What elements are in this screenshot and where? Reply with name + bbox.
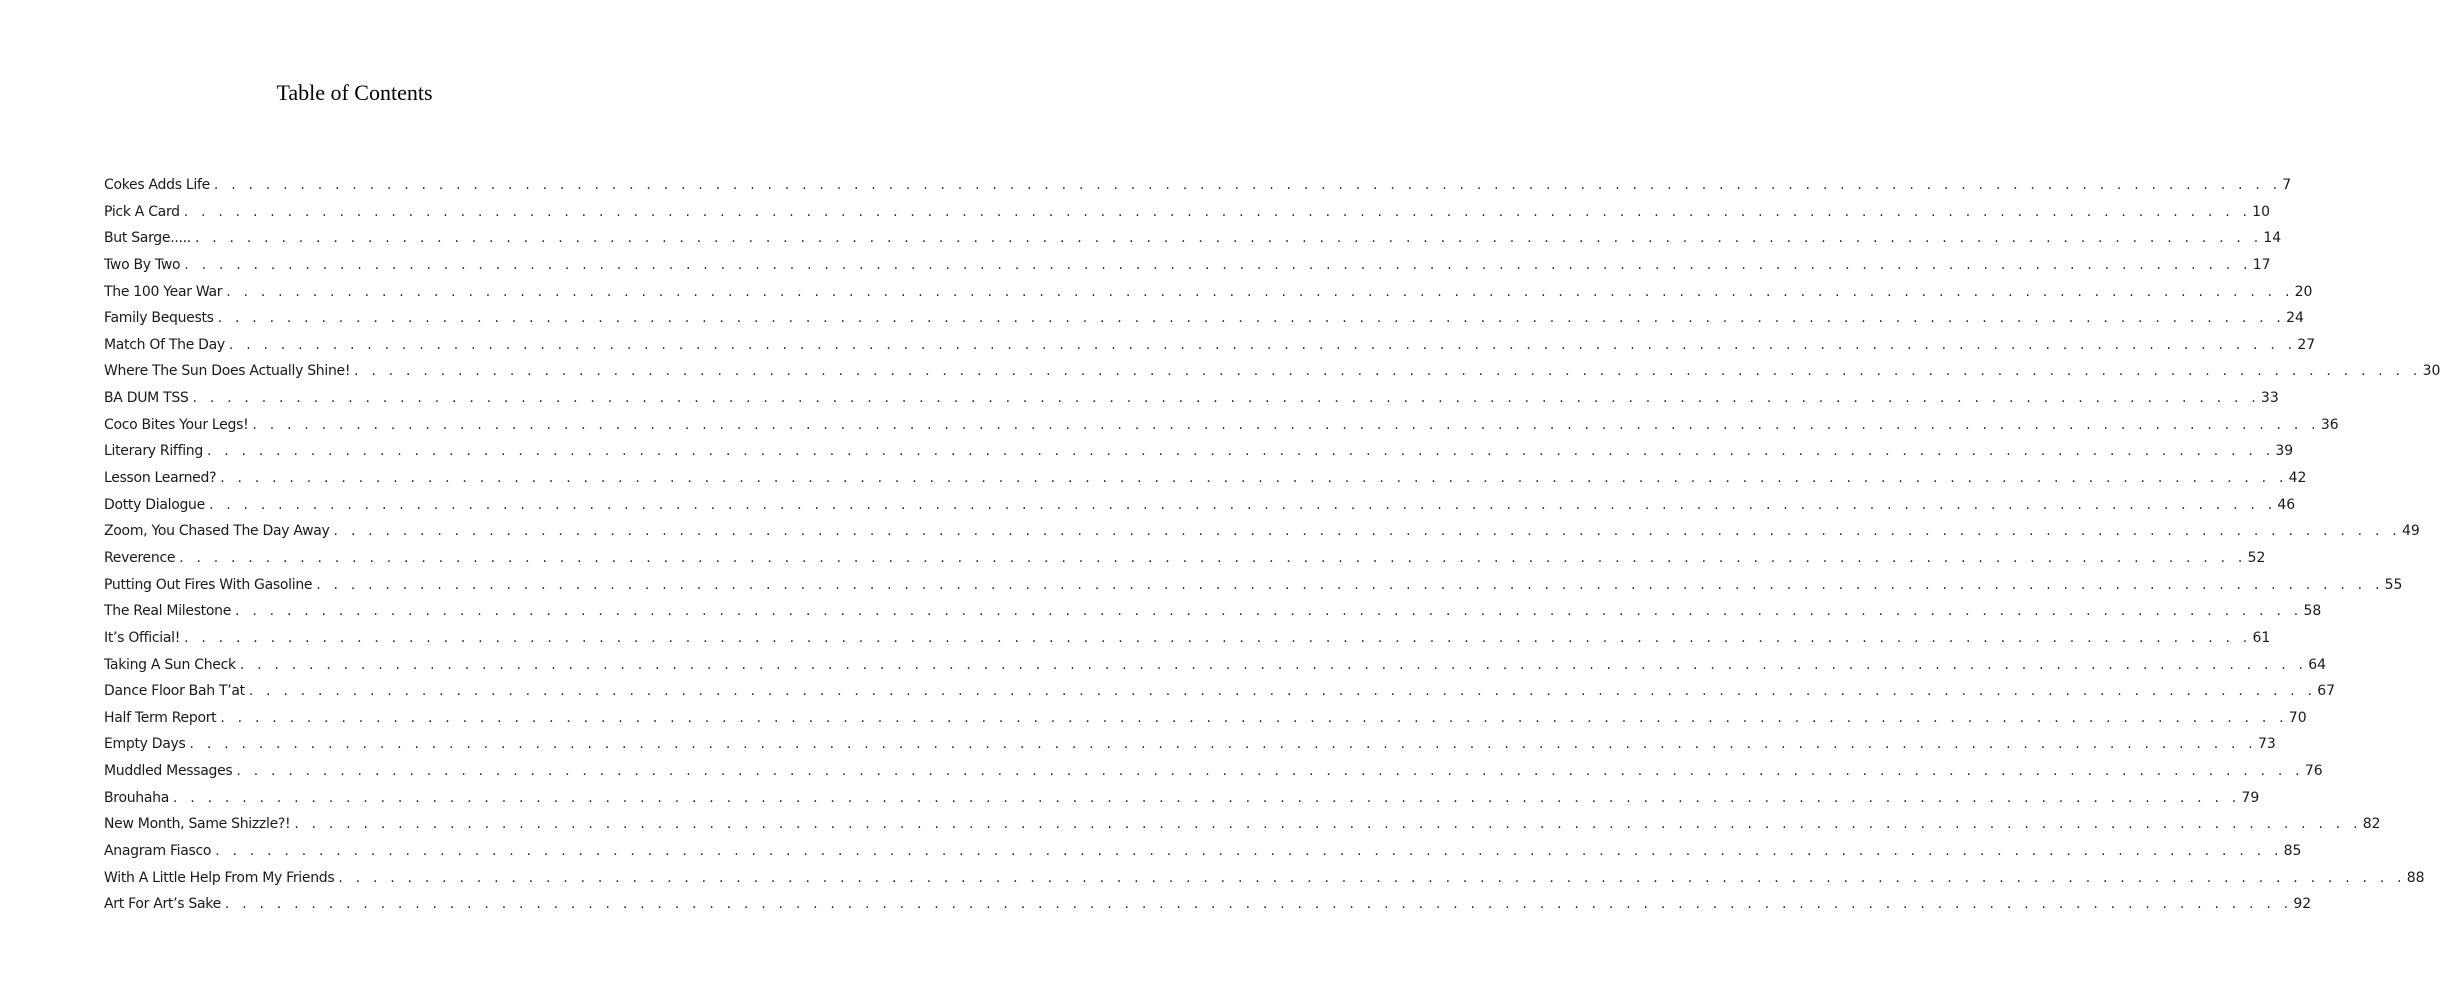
toc-entry-title: Dotty Dialogue [104, 496, 205, 513]
toc-entry-title: Anagram Fiasco [104, 843, 212, 860]
toc-entry[interactable] [104, 358, 2440, 385]
toc-entry-title: Cokes Adds Life [104, 177, 210, 193]
toc-entry-title: With A Little Help From My Friends [104, 869, 335, 886]
toc-entry[interactable] [104, 785, 2260, 812]
toc-entry-page-number: 85 [2283, 843, 2302, 860]
toc-entry-page-number: 82 [2362, 816, 2381, 833]
toc-dot-leader: . . . . . . . . . . . . . . . . . . . . . . . . . . . . . . . . . . . . . . . . . . . . . . . . . . . . . . . . . . . . . . . . . . . . . . . . . . . . . . . . . . . . . . . . . . . . . . . . . . . . . . . . . . . . . . . . . . . . . . . . [206, 443, 2275, 460]
toc-entry-title: Taking A Sun Check [104, 656, 236, 673]
toc-entry-title: Dance Floor Bah T’at [104, 683, 245, 700]
toc-entry[interactable] [104, 438, 2294, 465]
toc-entry-title: Two By Two [104, 256, 181, 273]
toc-entry[interactable] [104, 465, 2307, 492]
toc-entry[interactable] [104, 572, 2403, 599]
toc-entry[interactable] [104, 279, 2313, 306]
toc-entry[interactable] [104, 891, 2312, 918]
toc-entry[interactable] [104, 811, 2381, 838]
toc-dot-leader: . . . . . . . . . . . . . . . . . . . . . . . . . . . . . . . . . . . . . . . . . . . . . . . . . . . . . . . . . . . . . . . . . . . . . . . . . . . . . . . . . . . . . . . . . . . . . . . . . . . . . . . . . . . . . . . . . . . . . . . . [173, 789, 2241, 806]
toc-dot-leader: . . . . . . . . . . . . . . . . . . . . . . . . . . . . . . . . . . . . . . . . . . . . . . . . . . . . . . . . . . . . . . . . . . . . . . . . . . . . . . . . . . . . . . . . . . . . . . . . . . . . . . . . . . . . . . . . . . . . . . . . [208, 496, 2277, 513]
toc-entry-title: Zoom, You Chased The Day Away [104, 523, 330, 540]
toc-entry-page-number: 67 [2317, 683, 2336, 700]
toc-entry-title: Art For Art’s Sake [104, 896, 221, 913]
toc-entry[interactable] [104, 305, 2304, 332]
toc-entry[interactable] [104, 652, 2327, 679]
toc-entry-page-number: 20 [2294, 283, 2313, 300]
toc-entry-page-number: 30 [2422, 363, 2440, 380]
toc-entry[interactable] [104, 199, 2270, 226]
toc-entry-title: Where The Sun Does Actually Shine! [104, 363, 351, 380]
toc-entry[interactable] [104, 252, 2271, 279]
toc-entry-page-number: 14 [2263, 230, 2282, 247]
toc-entry-title: Literary Riffing [104, 443, 203, 460]
toc-entry-page-number: 17 [2252, 256, 2271, 273]
toc-entry-title: Pick A Card [104, 203, 180, 220]
toc-dot-leader: . . . . . . . . . . . . . . . . . . . . . . . . . . . . . . . . . . . . . . . . . . . . . . . . . . . . . . . . . . . . . . . . . . . . . . . . . . . . . . . . . . . . . . . . . . . . . . . . . . . . . . . . . . . . . . . . . . . . . . . . [354, 363, 2422, 380]
toc-entry[interactable] [104, 758, 2323, 785]
toc-entry[interactable] [104, 625, 2271, 652]
toc-entry-page-number: 7 [2282, 177, 2292, 193]
toc-dot-leader: . . . . . . . . . . . . . . . . . . . . . . . . . . . . . . . . . . . . . . . . . . . . . . . . . . . . . . . . . . . . . . . . . . . . . . . . . . . . . . . . . . . . . . . . . . . . . . . . . . . . . . . . . . . . . . . . . . . . . . . . [333, 523, 2401, 540]
toc-entry-title: Brouhaha [104, 789, 169, 806]
toc-entry-page-number: 27 [2297, 336, 2316, 353]
toc-entry-page-number: 92 [2293, 896, 2312, 913]
toc-entry-title: New Month, Same Shizzle?! [104, 816, 291, 833]
toc-entry-title: Lesson Learned? [104, 470, 217, 487]
toc-entry-page-number: 55 [2384, 576, 2403, 593]
toc-entry-title: Coco Bites Your Legs! [104, 416, 249, 433]
toc-entry-page-number: 52 [2247, 549, 2266, 566]
toc-entry-page-number: 61 [2252, 629, 2271, 646]
toc-entry-page-number: 79 [2241, 789, 2260, 806]
toc-entry-page-number: 58 [2303, 603, 2322, 620]
toc-dot-leader: . . . . . . . . . . . . . . . . . . . . . . . . . . . . . . . . . . . . . . . . . . . . . . . . . . . . . . . . . . . . . . . . . . . . . . . . . . . . . . . . . . . . . . . . . . . . . . . . . . . . . . . . . . . . . . . . . . . . . . . . [184, 629, 2252, 646]
toc-dot-leader: . . . . . . . . . . . . . . . . . . . . . . . . . . . . . . . . . . . . . . . . . . . . . . . . . . . . . . . . . . . . . . . . . . . . . . . . . . . . . . . . . . . . . . . . . . . . . . . . . . . . . . . . . . . . . . . . . . . . . . . . [220, 709, 2288, 726]
toc-dot-leader: . . . . . . . . . . . . . . . . . . . . . . . . . . . . . . . . . . . . . . . . . . . . . . . . . . . . . . . . . . . . . . . . . . . . . . . . . . . . . . . . . . . . . . . . . . . . . . . . . . . . . . . . . . . . . . . . . . . . . . . . [236, 763, 2304, 780]
toc-entry-page-number: 46 [2277, 496, 2296, 513]
toc-dot-leader: . . . . . . . . . . . . . . . . . . . . . . . . . . . . . . . . . . . . . . . . . . . . . . . . . . . . . . . . . . . . . . . . . . . . . . . . . . . . . . . . . . . . . . . . . . . . . . . . . . . . . . . . . . . . . . . . . . . . . . . . [294, 816, 2362, 833]
toc-dot-leader: . . . . . . . . . . . . . . . . . . . . . . . . . . . . . . . . . . . . . . . . . . . . . . . . . . . . . . . . . . . . . . . . . . . . . . . . . . . . . . . . . . . . . . . . . . . . . . . . . . . . . . . . . . . . . . . . . . . . . . . . [184, 256, 2252, 273]
toc-dot-leader: . . . . . . . . . . . . . . . . . . . . . . . . . . . . . . . . . . . . . . . . . . . . . . . . . . . . . . . . . . . . . . . . . . . . . . . . . . . . . . . . . . . . . . . . . . . . . . . . . . . . . . . . . . . . . . . . . . . . . . . . [217, 310, 2286, 327]
toc-entry[interactable] [104, 545, 2266, 572]
toc-dot-leader: . . . . . . . . . . . . . . . . . . . . . . . . . . . . . . . . . . . . . . . . . . . . . . . . . . . . . . . . . . . . . . . . . . . . . . . . . . . . . . . . . . . . . . . . . . . . . . . . . . . . . . . . . . . . . . . . . . . . . . . . [228, 336, 2297, 353]
toc-list [104, 172, 2440, 918]
toc-dot-leader: . . . . . . . . . . . . . . . . . . . . . . . . . . . . . . . . . . . . . . . . . . . . . . . . . . . . . . . . . . . . . . . . . . . . . . . . . . . . . . . . . . . . . . . . . . . . . . . . . . . . . . . . . . . . . . . . . . . . . . . . [224, 896, 2293, 913]
toc-entry-page-number: 42 [2288, 470, 2307, 487]
toc-entry[interactable] [104, 865, 2425, 892]
toc-entry[interactable] [104, 412, 2339, 439]
toc-entry-title: BA DUM TSS [104, 390, 189, 407]
toc-dot-leader: . . . . . . . . . . . . . . . . . . . . . . . . . . . . . . . . . . . . . . . . . . . . . . . . . . . . . . . . . . . . . . . . . . . . . . . . . . . . . . . . . . . . . . . . . . . . . . . . . . . . . . . . . . . . . . . . . . . . . . . . [179, 549, 2247, 566]
toc-entry-page-number: 73 [2257, 736, 2276, 753]
toc-entry[interactable] [104, 678, 2336, 705]
toc-dot-leader: . . . . . . . . . . . . . . . . . . . . . . . . . . . . . . . . . . . . . . . . . . . . . . . . . . . . . . . . . . . . . . . . . . . . . . . . . . . . . . . . . . . . . . . . . . . . . . . . . . . . . . . . . . . . . . . . . . . . . . . . [235, 603, 2303, 620]
toc-dot-leader: . . . . . . . . . . . . . . . . . . . . . . . . . . . . . . . . . . . . . . . . . . . . . . . . . . . . . . . . . . . . . . . . . . . . . . . . . . . . . . . . . . . . . . . . . . . . . . . . . . . . . . . . . . . . . . . . . . . . . . . . [192, 390, 2260, 407]
toc-entry-page-number: 88 [2406, 869, 2425, 886]
toc-entry[interactable] [104, 225, 2282, 252]
toc-dot-leader: . . . . . . . . . . . . . . . . . . . . . . . . . . . . . . . . . . . . . . . . . . . . . . . . . . . . . . . . . . . . . . . . . . . . . . . . . . . . . . . . . . . . . . . . . . . . . . . . . . . . . . . . . . . . . . . . . . . . . . . . [338, 869, 2406, 886]
toc-entry-page-number: 70 [2288, 709, 2307, 726]
toc-entry[interactable] [104, 385, 2279, 412]
toc-entry-page-number: 10 [2252, 203, 2270, 220]
toc-entry-page-number: 24 [2286, 310, 2304, 327]
toc-entry-page-number: 49 [2401, 523, 2420, 540]
toc-entry[interactable] [104, 731, 2276, 758]
toc-entry[interactable] [104, 332, 2316, 359]
toc-entry-title: Reverence [104, 549, 176, 566]
toc-dot-leader: . . . . . . . . . . . . . . . . . . . . . . . . . . . . . . . . . . . . . . . . . . . . . . . . . . . . . . . . . . . . . . . . . . . . . . . . . . . . . . . . . . . . . . . . . . . . . . . . . . . . . . . . . . . . . . . . . . . . . . . . [248, 683, 2317, 700]
toc-dot-leader: . . . . . . . . . . . . . . . . . . . . . . . . . . . . . . . . . . . . . . . . . . . . . . . . . . . . . . . . . . . . . . . . . . . . . . . . . . . . . . . . . . . . . . . . . . . . . . . . . . . . . . . . . . . . . . . . . . . . . . . . [239, 656, 2308, 673]
toc-dot-leader: . . . . . . . . . . . . . . . . . . . . . . . . . . . . . . . . . . . . . . . . . . . . . . . . . . . . . . . . . . . . . . . . . . . . . . . . . . . . . . . . . . . . . . . . . . . . . . . . . . . . . . . . . . . . . . . . . . . . . . . . [194, 230, 2263, 247]
toc-dot-leader: . . . . . . . . . . . . . . . . . . . . . . . . . . . . . . . . . . . . . . . . . . . . . . . . . . . . . . . . . . . . . . . . . . . . . . . . . . . . . . . . . . . . . . . . . . . . . . . . . . . . . . . . . . . . . . . . . . . . . . . . [215, 843, 2283, 860]
toc-entry-title: The Real Milestone [104, 603, 232, 620]
toc-entry[interactable] [104, 838, 2302, 865]
page-title: Table of Contents [276, 80, 433, 105]
toc-dot-leader: . . . . . . . . . . . . . . . . . . . . . . . . . . . . . . . . . . . . . . . . . . . . . . . . . . . . . . . . . . . . . . . . . . . . . . . . . . . . . . . . . . . . . . . . . . . . . . . . . . . . . . . . . . . . . . . . . . . . . . . . [316, 576, 2384, 593]
toc-entry-title: Match Of The Day [104, 336, 225, 353]
toc-entry-page-number: 39 [2275, 443, 2294, 460]
toc-entry-title: Putting Out Fires With Gasoline [104, 576, 313, 593]
toc-dot-leader: . . . . . . . . . . . . . . . . . . . . . . . . . . . . . . . . . . . . . . . . . . . . . . . . . . . . . . . . . . . . . . . . . . . . . . . . . . . . . . . . . . . . . . . . . . . . . . . . . . . . . . . . . . . . . . . . . . . . . . . . [226, 283, 2294, 300]
toc-entry[interactable] [104, 492, 2296, 519]
toc-dot-leader: . . . . . . . . . . . . . . . . . . . . . . . . . . . . . . . . . . . . . . . . . . . . . . . . . . . . . . . . . . . . . . . . . . . . . . . . . . . . . . . . . . . . . . . . . . . . . . . . . . . . . . . . . . . . . . . . . . . . . . . . [213, 177, 2282, 193]
toc-dot-leader: . . . . . . . . . . . . . . . . . . . . . . . . . . . . . . . . . . . . . . . . . . . . . . . . . . . . . . . . . . . . . . . . . . . . . . . . . . . . . . . . . . . . . . . . . . . . . . . . . . . . . . . . . . . . . . . . . . . . . . . . [220, 470, 2288, 487]
toc-entry-title: The 100 Year War [104, 283, 223, 300]
toc-entry-page-number: 64 [2308, 656, 2327, 673]
toc-entry[interactable] [104, 705, 2307, 732]
toc-entry-title: It’s Official! [104, 629, 181, 646]
toc-entry-title: Half Term Report [104, 709, 217, 726]
toc-entry[interactable] [104, 518, 2420, 545]
toc-entry-page-number: 76 [2304, 763, 2323, 780]
toc-entry-title: Family Bequests [104, 310, 214, 327]
toc-entry-title: But Sarge..... [104, 230, 191, 247]
toc-dot-leader: . . . . . . . . . . . . . . . . . . . . . . . . . . . . . . . . . . . . . . . . . . . . . . . . . . . . . . . . . . . . . . . . . . . . . . . . . . . . . . . . . . . . . . . . . . . . . . . . . . . . . . . . . . . . . . . . . . . . . . . . [183, 203, 2252, 220]
toc-dot-leader: . . . . . . . . . . . . . . . . . . . . . . . . . . . . . . . . . . . . . . . . . . . . . . . . . . . . . . . . . . . . . . . . . . . . . . . . . . . . . . . . . . . . . . . . . . . . . . . . . . . . . . . . . . . . . . . . . . . . . . . . [252, 416, 2320, 433]
toc-entry-page-number: 36 [2320, 416, 2339, 433]
toc-entry[interactable] [104, 172, 2292, 199]
toc-entry-title: Muddled Messages [104, 763, 233, 780]
toc-entry-title: Empty Days [104, 736, 186, 753]
toc-entry-page-number: 33 [2260, 390, 2279, 407]
toc-entry[interactable] [104, 598, 2322, 625]
toc-dot-leader: . . . . . . . . . . . . . . . . . . . . . . . . . . . . . . . . . . . . . . . . . . . . . . . . . . . . . . . . . . . . . . . . . . . . . . . . . . . . . . . . . . . . . . . . . . . . . . . . . . . . . . . . . . . . . . . . . . . . . . . . [189, 736, 2257, 753]
